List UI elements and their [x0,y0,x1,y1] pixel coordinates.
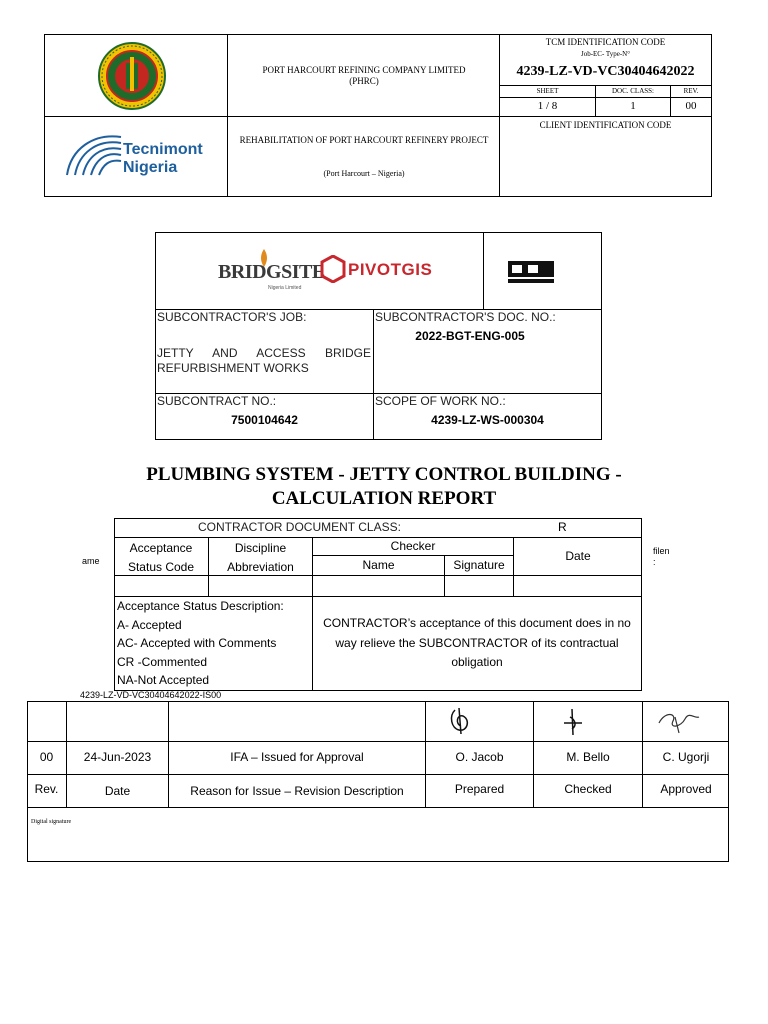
rev-divider [27,741,729,742]
left-margin-text: ame [82,556,100,566]
rev-value: 00 [39,750,54,764]
doc-class-value: 1 [630,100,636,112]
status-desc [117,597,311,690]
contractor-doc-class-value: R [558,520,567,534]
sub-divider [483,233,484,309]
rev-value: 00 [685,100,697,112]
revision-table [27,701,729,862]
bridgsite-logo-sub: Nigeria Limited [268,285,302,291]
col-acceptance-1: Acceptance [129,541,193,555]
contract-no-label: SUBCONTRACT NO.: [157,394,277,408]
hdr-checked: Checked [564,782,612,796]
pivotgis-logo-text: PIVOTGIS [348,260,433,279]
company-name: PORT HARCOURT REFINING COMPANY LIMITED [262,65,466,75]
job-label: SUBCONTRACTOR'S JOB: [157,310,307,324]
report-title-line2: CALCULATION REPORT [271,488,497,509]
project-title: REHABILITATION OF PORT HARCOURT REFINERY PROJECT [239,135,489,145]
scope-value: 4239-LZ-WS-000304 [431,413,544,427]
subcontractor-block [155,232,602,440]
contractor-doc-class-label: CONTRACTOR DOCUMENT CLASS: [198,520,401,534]
sheet-label: SHEET [536,87,559,95]
acc-divider [114,537,642,538]
right-margin-text [653,546,670,568]
hdr-approved: Approved [660,782,712,796]
rev-divider [27,774,729,775]
hdr-date: Date [104,784,131,798]
hdr-rev: Rev. [34,782,59,796]
prepared-signature [447,706,477,736]
col-date: Date [565,549,591,563]
col-discipline-1: Discipline [234,541,287,555]
digital-signature-label: Digital signature [31,819,72,825]
scope-label: SCOPE OF WORK NO.: [375,394,506,408]
rev-divider [27,807,729,808]
header-divider [500,85,711,86]
right-margin-text-1: filen [653,546,670,556]
checked-signature [560,707,590,737]
right-margin-text-2: : [653,557,656,567]
rev-date: 24-Jun-2023 [83,750,152,764]
approved-by: C. Ugorji [662,750,710,764]
status-cr: CR -Commented [117,654,208,669]
contract-no-value: 7500104642 [231,413,298,427]
bridgsite-logo [218,249,325,293]
checked-by: M. Bello [566,750,610,764]
report-title [60,463,708,511]
col-discipline [209,539,312,577]
doc-no-label: SUBCONTRACTOR'S DOC. NO.: [375,310,556,324]
col-signature: Signature [453,558,505,572]
doc-no-value: 2022-BGT-ENG-005 [415,329,525,343]
doc-class-label: DOC. CLASS: [611,87,654,95]
contractor-note: CONTRACTOR’s acceptance of this document does in no way relieve the SUBCONTRACTOR of its contractual obligation [323,616,631,669]
approved-signature [655,707,703,735]
filename-text: 4239-LZ-VD-VC30404642022-IS00 [80,690,222,700]
client-id-label: CLIENT IDENTIFICATION CODE [539,120,672,130]
partner-logo [506,259,556,285]
acceptance-table [114,518,642,691]
job-value: JETTY AND ACCESS BRIDGE REFURBISHMENT WORKS [157,346,371,375]
hdr-prepared: Prepared [454,782,505,796]
status-na: NA-Not Accepted [117,673,210,688]
company-abbr: (PHRC) [349,76,379,86]
rev-reason: IFA – Issued for Approval [230,750,364,764]
report-title-line1: PLUMBING SYSTEM - JETTY CONTROL BUILDING - [146,464,622,485]
col-discipline-2: Abbreviation [227,560,294,574]
acc-divider [312,555,513,556]
tecnimont-line2: Nigeria [123,159,178,176]
col-acceptance [114,539,208,577]
col-acceptance-2: Status Code [127,560,195,574]
bridgsite-logo-text: BRIDGSITE [218,261,325,283]
status-a: A- Accepted [117,617,182,632]
prepared-by: O. Jacob [455,750,504,764]
rev-label: REV. [683,87,699,95]
tcm-id-label: TCM IDENTIFICATION CODE [545,37,666,47]
header-block [44,34,712,197]
phrc-logo [97,41,167,111]
header-divider [500,97,711,98]
sheet-value: 1 / 8 [537,100,558,112]
acc-divider [513,537,514,596]
col-name: Name [362,558,395,572]
status-desc-title: Acceptance Status Description: [117,599,284,613]
header-divider [45,116,711,117]
col-checker: Checker [390,539,436,553]
project-location: (Port Harcourt – Nigeria) [323,169,405,178]
pivotgis-logo [320,255,450,289]
doc-code: 4239-LZ-VD-VC30404642022 [516,64,695,79]
tecnimont-line1: Tecnimont [123,141,203,158]
status-ac: AC- Accepted with Comments [117,636,277,651]
tecnimont-logo [63,129,213,179]
job-label: Job-EC- Type-N° [580,50,631,58]
hdr-reason: Reason for Issue – Revision Description [190,784,404,798]
